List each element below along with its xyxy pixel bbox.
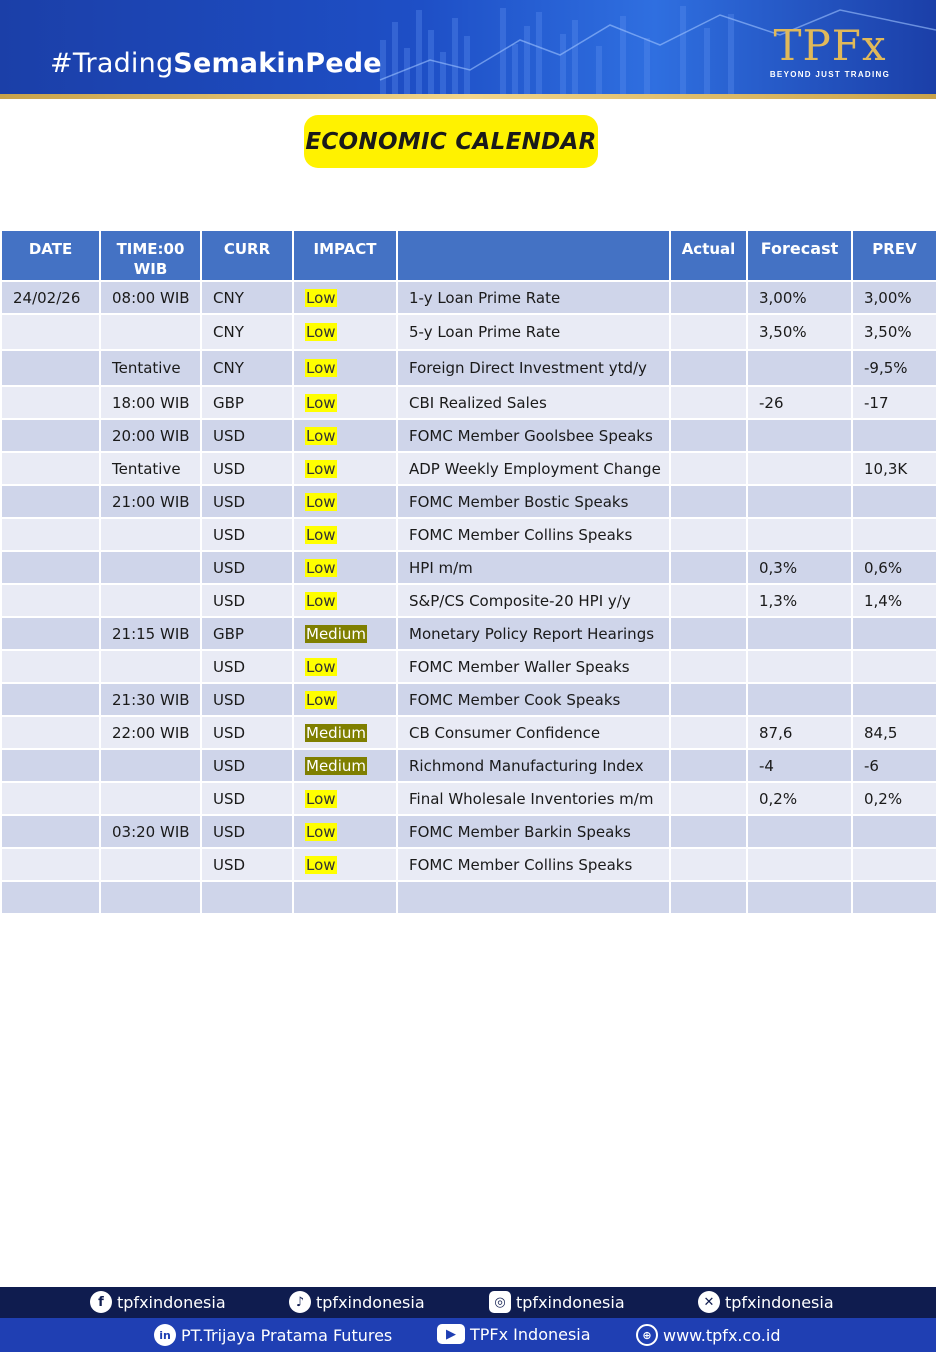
cell-prev bbox=[852, 485, 936, 518]
table-row bbox=[1, 815, 936, 848]
table-row bbox=[1, 485, 936, 518]
table-row bbox=[1, 419, 936, 452]
col-event bbox=[397, 230, 670, 281]
cell-actual bbox=[670, 683, 747, 716]
cell-prev bbox=[852, 848, 936, 881]
table-row bbox=[1, 617, 936, 650]
cell-forecast bbox=[747, 419, 852, 452]
cell-forecast: 87,6 bbox=[747, 716, 852, 749]
cell-impact bbox=[293, 749, 397, 782]
table-body bbox=[1, 281, 936, 914]
table-row bbox=[1, 881, 936, 914]
cell-forecast bbox=[747, 350, 852, 386]
impact-badge: Low bbox=[306, 591, 336, 610]
footer-social-bar bbox=[0, 1287, 936, 1318]
cell-impact bbox=[293, 584, 397, 617]
cell-date bbox=[1, 650, 100, 683]
footer-link[interactable] bbox=[154, 1324, 392, 1346]
impact-badge: Low bbox=[306, 525, 336, 544]
cell-event: FOMC Member Waller Speaks bbox=[397, 650, 670, 683]
cell-date bbox=[1, 314, 100, 350]
cell-curr: USD bbox=[201, 584, 293, 617]
cell-prev: -17 bbox=[852, 386, 936, 419]
cell-prev: -6 bbox=[852, 749, 936, 782]
cell-event: HPI m/m bbox=[397, 551, 670, 584]
cell-time bbox=[100, 518, 201, 551]
table-row bbox=[1, 749, 936, 782]
cell-impact bbox=[293, 386, 397, 419]
cell-time: 20:00 WIB bbox=[100, 419, 201, 452]
youtube-icon: ▶ bbox=[437, 1324, 465, 1344]
cell-prev: 1,4% bbox=[852, 584, 936, 617]
cell-time bbox=[100, 848, 201, 881]
cell-curr: USD bbox=[201, 419, 293, 452]
table-row bbox=[1, 350, 936, 386]
cell-time bbox=[100, 650, 201, 683]
cell-impact bbox=[293, 848, 397, 881]
cell-event: S&P/CS Composite-20 HPI y/y bbox=[397, 584, 670, 617]
logo-mark: TPFx bbox=[773, 21, 887, 70]
impact-badge: Low bbox=[306, 459, 336, 478]
impact-badge: Medium bbox=[306, 723, 366, 742]
impact-badge: Low bbox=[306, 426, 336, 445]
cell-curr: USD bbox=[201, 815, 293, 848]
cell-date bbox=[1, 617, 100, 650]
cell-actual bbox=[670, 815, 747, 848]
cell-impact bbox=[293, 683, 397, 716]
cell-impact bbox=[293, 314, 397, 350]
cell-curr: CNY bbox=[201, 281, 293, 314]
cell-date: 24/02/26 bbox=[1, 281, 100, 314]
cell-forecast: 1,3% bbox=[747, 584, 852, 617]
table-row bbox=[1, 518, 936, 551]
cell-date bbox=[1, 485, 100, 518]
cell-curr: USD bbox=[201, 551, 293, 584]
impact-badge: Low bbox=[306, 789, 336, 808]
gold-divider bbox=[0, 94, 936, 99]
cell-time: 08:00 WIB bbox=[100, 281, 201, 314]
cell-prev: 0,6% bbox=[852, 551, 936, 584]
cell-time: Tentative bbox=[100, 452, 201, 485]
cell-forecast bbox=[747, 617, 852, 650]
cell-curr: USD bbox=[201, 782, 293, 815]
cell-event: FOMC Member Cook Speaks bbox=[397, 683, 670, 716]
cell-actual bbox=[670, 518, 747, 551]
impact-badge: Low bbox=[306, 492, 336, 511]
cell-prev: 84,5 bbox=[852, 716, 936, 749]
cell-actual bbox=[670, 314, 747, 350]
cell-time: 22:00 WIB bbox=[100, 716, 201, 749]
cell-curr: USD bbox=[201, 452, 293, 485]
cell-curr bbox=[201, 881, 293, 914]
table-row bbox=[1, 314, 936, 350]
tiktok-icon: ♪ bbox=[289, 1291, 311, 1313]
cell-event: FOMC Member Collins Speaks bbox=[397, 518, 670, 551]
table-row bbox=[1, 716, 936, 749]
cell-impact bbox=[293, 518, 397, 551]
table-row bbox=[1, 386, 936, 419]
cell-date bbox=[1, 419, 100, 452]
footer-links-bar bbox=[0, 1318, 936, 1352]
cell-forecast: 0,2% bbox=[747, 782, 852, 815]
cell-forecast: -26 bbox=[747, 386, 852, 419]
cell-actual bbox=[670, 650, 747, 683]
cell-forecast bbox=[747, 815, 852, 848]
cell-forecast: -4 bbox=[747, 749, 852, 782]
instagram-icon: ◎ bbox=[489, 1291, 511, 1313]
impact-badge: Low bbox=[306, 657, 336, 676]
cell-curr: USD bbox=[201, 485, 293, 518]
cell-curr: USD bbox=[201, 749, 293, 782]
impact-badge: Medium bbox=[306, 756, 366, 775]
economic-calendar-table bbox=[0, 229, 936, 915]
cell-impact bbox=[293, 716, 397, 749]
globe-icon: ⊕ bbox=[636, 1324, 658, 1346]
cell-prev bbox=[852, 881, 936, 914]
col-curr: CURR bbox=[201, 230, 293, 281]
cell-time: 03:20 WIB bbox=[100, 815, 201, 848]
impact-badge: Low bbox=[306, 359, 336, 377]
cell-prev bbox=[852, 650, 936, 683]
cell-forecast: 3,00% bbox=[747, 281, 852, 314]
cell-date bbox=[1, 881, 100, 914]
table-row bbox=[1, 782, 936, 815]
cell-forecast bbox=[747, 650, 852, 683]
cell-prev: -9,5% bbox=[852, 350, 936, 386]
cell-impact bbox=[293, 782, 397, 815]
cell-time: 21:30 WIB bbox=[100, 683, 201, 716]
cell-date bbox=[1, 452, 100, 485]
cell-actual bbox=[670, 716, 747, 749]
cell-impact bbox=[293, 452, 397, 485]
cell-curr: GBP bbox=[201, 617, 293, 650]
cell-actual bbox=[670, 584, 747, 617]
cell-impact bbox=[293, 485, 397, 518]
cell-date bbox=[1, 518, 100, 551]
cell-time bbox=[100, 551, 201, 584]
cell-prev: 3,50% bbox=[852, 314, 936, 350]
col-prev: PREV bbox=[852, 230, 936, 281]
impact-badge: Low bbox=[306, 690, 336, 709]
cell-actual bbox=[670, 848, 747, 881]
cell-prev bbox=[852, 518, 936, 551]
cell-date bbox=[1, 716, 100, 749]
col-date: DATE bbox=[1, 230, 100, 281]
cell-event: 5-y Loan Prime Rate bbox=[397, 314, 670, 350]
cell-actual bbox=[670, 281, 747, 314]
impact-badge: Low bbox=[306, 393, 336, 412]
cell-time bbox=[100, 782, 201, 815]
cell-curr: CNY bbox=[201, 314, 293, 350]
col-time: TIME:00 WIB bbox=[100, 230, 201, 281]
cell-curr: USD bbox=[201, 683, 293, 716]
cell-event: CBI Realized Sales bbox=[397, 386, 670, 419]
table-row bbox=[1, 551, 936, 584]
cell-event: FOMC Member Collins Speaks bbox=[397, 848, 670, 881]
footer-link-label: www.tpfx.co.id bbox=[663, 1325, 781, 1345]
col-forecast: Forecast bbox=[747, 230, 852, 281]
cell-forecast bbox=[747, 848, 852, 881]
hashtag-slogan: #TradingSemakinPede bbox=[50, 48, 382, 79]
social-link[interactable] bbox=[489, 1291, 625, 1313]
cell-prev bbox=[852, 683, 936, 716]
cell-actual bbox=[670, 350, 747, 386]
cell-curr: USD bbox=[201, 518, 293, 551]
cell-prev bbox=[852, 815, 936, 848]
cell-event: FOMC Member Barkin Speaks bbox=[397, 815, 670, 848]
cell-actual bbox=[670, 386, 747, 419]
linkedin-icon: in bbox=[154, 1324, 176, 1346]
cell-impact bbox=[293, 650, 397, 683]
cell-forecast bbox=[747, 452, 852, 485]
impact-badge: Low bbox=[306, 855, 336, 874]
footer-link[interactable] bbox=[636, 1324, 780, 1346]
facebook-icon: f bbox=[90, 1291, 112, 1313]
cell-date bbox=[1, 815, 100, 848]
x-icon: ✕ bbox=[698, 1291, 720, 1313]
table-row bbox=[1, 683, 936, 716]
cell-prev: 0,2% bbox=[852, 782, 936, 815]
cell-time bbox=[100, 314, 201, 350]
cell-actual bbox=[670, 881, 747, 914]
cell-time: 21:15 WIB bbox=[100, 617, 201, 650]
cell-forecast: 0,3% bbox=[747, 551, 852, 584]
cell-date bbox=[1, 584, 100, 617]
impact-badge: Low bbox=[306, 822, 336, 841]
cell-forecast: 3,50% bbox=[747, 314, 852, 350]
cell-actual bbox=[670, 617, 747, 650]
cell-date bbox=[1, 551, 100, 584]
cell-curr: CNY bbox=[201, 350, 293, 386]
footer-link-label: PT.Trijaya Pratama Futures bbox=[181, 1325, 393, 1345]
social-label: tpfxindonesia bbox=[725, 1292, 834, 1312]
cell-time: Tentative bbox=[100, 350, 201, 386]
cell-event: Monetary Policy Report Hearings bbox=[397, 617, 670, 650]
cell-date bbox=[1, 683, 100, 716]
cell-actual bbox=[670, 485, 747, 518]
cell-impact bbox=[293, 350, 397, 386]
cell-forecast bbox=[747, 485, 852, 518]
cell-impact bbox=[293, 551, 397, 584]
header-banner bbox=[0, 0, 936, 94]
cell-time bbox=[100, 881, 201, 914]
table-row bbox=[1, 848, 936, 881]
col-impact: IMPACT bbox=[293, 230, 397, 281]
social-label: tpfxindonesia bbox=[316, 1292, 425, 1312]
table-row bbox=[1, 650, 936, 683]
cell-event: FOMC Member Goolsbee Speaks bbox=[397, 419, 670, 452]
table-row bbox=[1, 452, 936, 485]
cell-event: Richmond Manufacturing Index bbox=[397, 749, 670, 782]
cell-date bbox=[1, 350, 100, 386]
social-link[interactable] bbox=[289, 1291, 425, 1313]
cell-event: ADP Weekly Employment Change bbox=[397, 452, 670, 485]
cell-actual bbox=[670, 749, 747, 782]
table-header-row bbox=[1, 230, 936, 281]
cell-date bbox=[1, 386, 100, 419]
cell-actual bbox=[670, 551, 747, 584]
cell-curr: GBP bbox=[201, 386, 293, 419]
impact-badge: Medium bbox=[306, 624, 366, 643]
page-title: ECONOMIC CALENDAR bbox=[304, 115, 598, 168]
cell-event: 1-y Loan Prime Rate bbox=[397, 281, 670, 314]
cell-curr: USD bbox=[201, 848, 293, 881]
cell-date bbox=[1, 749, 100, 782]
cell-time bbox=[100, 749, 201, 782]
cell-date bbox=[1, 782, 100, 815]
social-label: tpfxindonesia bbox=[516, 1292, 625, 1312]
table-row bbox=[1, 584, 936, 617]
cell-impact bbox=[293, 815, 397, 848]
social-link[interactable] bbox=[698, 1291, 834, 1313]
impact-badge: Low bbox=[306, 558, 336, 577]
social-link[interactable] bbox=[90, 1291, 226, 1313]
cell-date bbox=[1, 848, 100, 881]
cell-event: Final Wholesale Inventories m/m bbox=[397, 782, 670, 815]
cell-actual bbox=[670, 452, 747, 485]
cell-impact bbox=[293, 281, 397, 314]
cell-time bbox=[100, 584, 201, 617]
cell-event: FOMC Member Bostic Speaks bbox=[397, 485, 670, 518]
cell-event: Foreign Direct Investment ytd/y bbox=[397, 350, 670, 386]
cell-time: 18:00 WIB bbox=[100, 386, 201, 419]
cell-prev bbox=[852, 419, 936, 452]
cell-forecast bbox=[747, 518, 852, 551]
footer-link-label: TPFx Indonesia bbox=[470, 1324, 591, 1344]
cell-curr: USD bbox=[201, 716, 293, 749]
social-label: tpfxindonesia bbox=[117, 1292, 226, 1312]
cell-impact bbox=[293, 419, 397, 452]
cell-impact bbox=[293, 617, 397, 650]
cell-prev: 10,3K bbox=[852, 452, 936, 485]
col-actual: Actual bbox=[670, 230, 747, 281]
cell-forecast bbox=[747, 683, 852, 716]
logo-tagline: BEYOND JUST TRADING bbox=[769, 70, 891, 79]
cell-impact bbox=[293, 881, 397, 914]
cell-prev bbox=[852, 617, 936, 650]
cell-actual bbox=[670, 419, 747, 452]
cell-actual bbox=[670, 782, 747, 815]
cell-prev: 3,00% bbox=[852, 281, 936, 314]
cell-forecast bbox=[747, 881, 852, 914]
cell-event bbox=[397, 881, 670, 914]
footer-link[interactable] bbox=[437, 1324, 591, 1344]
tpfx-logo bbox=[760, 21, 900, 80]
impact-badge: Low bbox=[306, 288, 336, 307]
cell-time: 21:00 WIB bbox=[100, 485, 201, 518]
impact-badge: Low bbox=[306, 323, 336, 341]
table-row bbox=[1, 281, 936, 314]
cell-curr: USD bbox=[201, 650, 293, 683]
cell-event: CB Consumer Confidence bbox=[397, 716, 670, 749]
